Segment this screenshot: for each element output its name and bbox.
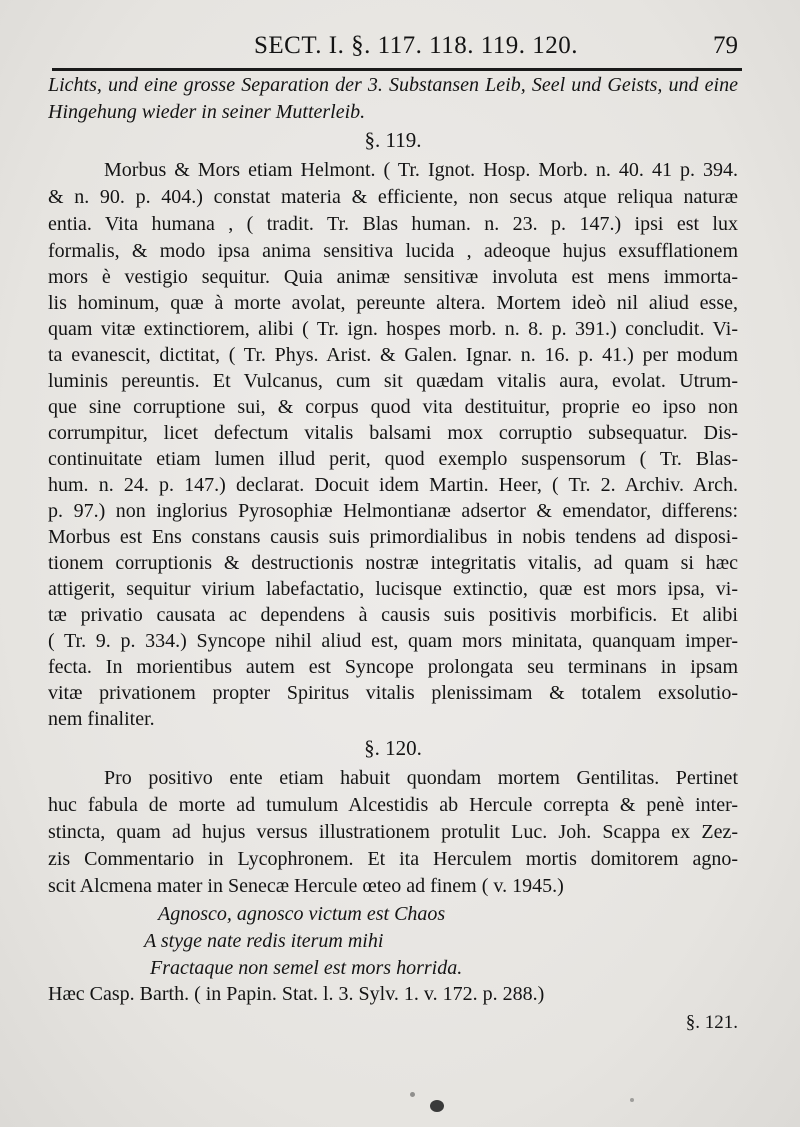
text-line: lis hominum, quæ à morte avolat, pereunte altera. Mortem ideò nil aliud esse, <box>48 292 738 314</box>
text-line: quam vitæ extinctiorem, alibi ( Tr. ign. hospes morb. n. 8. p. 391.) concludit. Vi- <box>48 318 738 340</box>
text-line: fecta. In morientibus autem est Syncope prolongata seu terminans in ipsam <box>48 656 738 678</box>
text-line: corrumpitur, licet defectum vitalis balsami mox corruptio subsequatur. Dis- <box>48 422 738 444</box>
catchword: §. 121. <box>685 1012 738 1033</box>
page-header <box>46 30 742 66</box>
text-line: hum. n. 24. p. 147.) declarat. Docuit idem Martin. Heer, ( Tr. 2. Archiv. Arch. <box>48 474 738 496</box>
ink-spot <box>430 1100 444 1112</box>
text-line: formalis, & modo ipsa anima sensitiva lucida , adeoque hujus exsufflationem <box>48 240 738 262</box>
verse-line: Fractaque non semel est mors horrida. <box>150 957 463 979</box>
intro-line: Lichts, und eine grosse Separation der 3. Substansen Leib, Seel und Geists, und eine <box>48 74 738 96</box>
header-rule <box>52 68 742 71</box>
text-line: tionem corruptionis & destructionis nostræ integritatis vitalis, ad quam si hæc <box>48 552 738 574</box>
text-line: que sine corruptione sui, & corpus quod vita destituitur, proprie eo ipso non <box>48 396 738 418</box>
ink-spot <box>630 1098 634 1102</box>
text-line: nem finaliter. <box>48 708 155 730</box>
text-line: Morbus & Mors etiam Helmont. ( Tr. Ignot. Hosp. Morb. n. 40. 41 p. 394. <box>104 159 738 181</box>
running-head: SECT. I. §. 117. 118. 119. 120. <box>254 32 579 59</box>
text-line: luminis pereuntis. Et Vulcanus, cum sit quædam vitalis aura, evolat. Utrum- <box>48 370 738 392</box>
text-line: Morbus est Ens constans causis suis primordialibus in nobis tendens ad disposi- <box>48 526 738 548</box>
verse-line: Agnosco, agnosco victum est Chaos <box>158 903 446 925</box>
text-line: ( Tr. 9. p. 334.) Syncope nihil aliud est, quam mors minitata, quanquam imper- <box>48 630 738 652</box>
text-line: huc fabula de morte ad tumulum Alcestidis ab Hercule correpta & penè inter- <box>48 794 738 816</box>
page-number: 79 <box>713 32 738 59</box>
text-line: p. 97.) non inglorius Pyrosophiæ Helmontianæ adsertor & emendator, differens: <box>48 500 738 522</box>
text-line: Pro positivo ente etiam habuit quondam mortem Gentilitas. Pertinet <box>104 767 738 789</box>
text-line: scit Alcmena mater in Senecæ Hercule œteo ad finem ( v. 1945.) <box>48 875 564 897</box>
intro-line: Hingehung wieder in seiner Mutterleib. <box>48 101 366 123</box>
section-heading-119: §. 119. <box>364 128 422 152</box>
section-heading-120: §. 120. <box>364 736 422 760</box>
text-line: vitæ privationem propter Spiritus vitalis plenissimam & totalem exsolutio- <box>48 682 738 704</box>
text-line: entia. Vita humana , ( tradit. Tr. Blas human. n. 23. p. 147.) ipsi est lux <box>48 213 738 235</box>
text-line: mors è vestigio sequitur. Quia animæ sensitivæ involuta est mens immorta- <box>48 266 738 288</box>
text-line: zis Commentario in Lycophronem. Et ita Herculem mortis domitorem agno- <box>48 848 738 870</box>
text-line: & n. 90. p. 404.) constat materia & efficiente, non secus atque reliqua naturæ <box>48 186 738 208</box>
closing-line: Hæc Casp. Barth. ( in Papin. Stat. l. 3. Sylv. 1. v. 172. p. 288.) <box>48 983 545 1005</box>
ink-spot <box>410 1092 415 1097</box>
text-line: tæ privatio causata ac dependens à causis suis positivis morbificis. Et alibi <box>48 604 738 626</box>
text-line: attigerit, sequitur virium labefactatio, lucisque extinctio, quæ est mors ipsa, vi- <box>48 578 738 600</box>
text-line: stincta, quam ad hujus versus illustrationem protulit Luc. Joh. Scappa ex Zez- <box>48 821 738 843</box>
text-line: ta evanescit, dictitat, ( Tr. Phys. Arist. & Galen. Ignar. n. 16. p. 41.) per modum <box>48 344 738 366</box>
text-line: continuitate etiam lumen illud perit, quod exemplo suspensorum ( Tr. Blas- <box>48 448 738 470</box>
verse-line: A styge nate redis iterum mihi <box>144 930 384 952</box>
